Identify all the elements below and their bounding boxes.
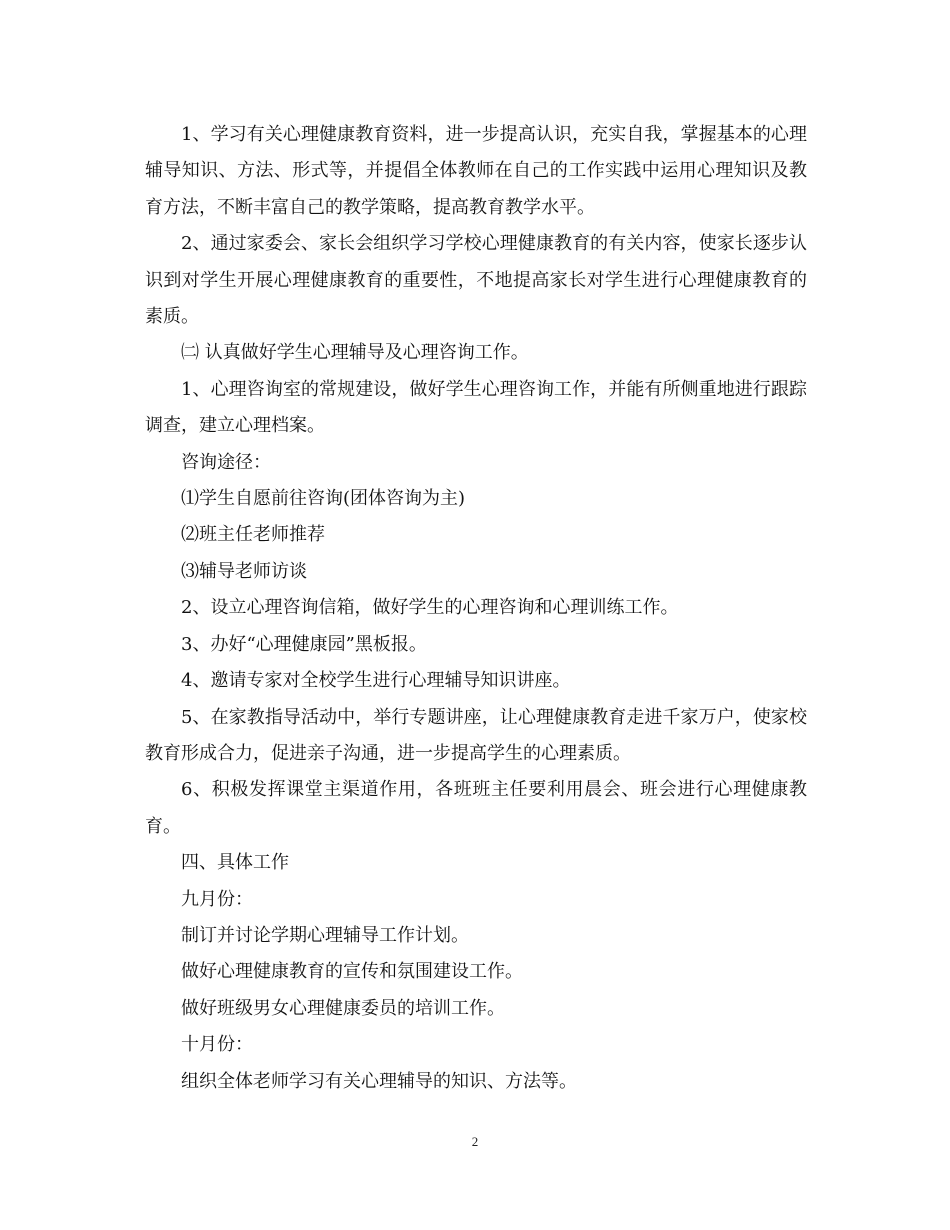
paragraph: 6、积极发挥课堂主渠道作用，各班班主任要利用晨会、班会进行心理健康教育。 — [145, 779, 807, 837]
paragraph: 1、心理咨询室的常规建设，做好学生心理咨询工作，并能有所侧重地进行跟踪调查，建立心理档案。 — [145, 378, 807, 437]
list-item: ⑵班主任老师推荐 — [181, 524, 325, 546]
paragraph: 制订并讨论学期心理辅导工作计划。 — [181, 924, 469, 946]
paragraph: 组织全体老师学习有关心理辅导的知识、方法等。 — [181, 1070, 577, 1092]
paragraph: 咨询途径： — [181, 451, 271, 473]
month-heading: 九月份： — [181, 888, 253, 910]
paragraph: 1、学习有关心理健康教育资料，进一步提高认识，充实自我，掌握基本的心理辅导知识、方法、形式等，并提倡全体教师在自己的工作实践中运用心理知识及教育方法，不断丰富自己的教学策略，提高教育教学水平。 — [145, 124, 807, 218]
page-number: 2 — [471, 1134, 479, 1149]
paragraph: 做好心理健康教育的宣传和氛围建设工作。 — [181, 961, 523, 983]
paragraph: 5、在家教指导活动中，举行专题讲座，让心理健康教育走进千家万户，使家校教育形成合力，促进亲子沟通，进一步提高学生的心理素质。 — [145, 706, 807, 764]
section-heading: ㈡ 认真做好学生心理辅导及心理咨询工作。 — [181, 342, 529, 364]
month-heading: 十月份： — [181, 1034, 253, 1056]
paragraph: 2、设立心理咨询信箱，做好学生的心理咨询和心理训练工作。 — [181, 597, 679, 619]
paragraph: 2、通过家委会、家长会组织学习学校心理健康教育的有关内容，使家长逐步认识到对学生开展心理健康教育的重要性，不地提高家长对学生进行心理健康教育的素质。 — [145, 233, 807, 328]
paragraph: 3、办好“心理健康园”黑板报。 — [181, 633, 427, 655]
list-item: ⑶辅导老师访谈 — [181, 560, 307, 582]
paragraph: 做好班级男女心理健康委员的培训工作。 — [181, 997, 505, 1019]
document-body — [145, 117, 807, 1100]
list-item: ⑴学生自愿前往咨询(团体咨询为主) — [181, 488, 466, 510]
section-heading: 四、具体工作 — [181, 852, 289, 874]
paragraph: 4、邀请专家对全校学生进行心理辅导知识讲座。 — [181, 670, 571, 692]
